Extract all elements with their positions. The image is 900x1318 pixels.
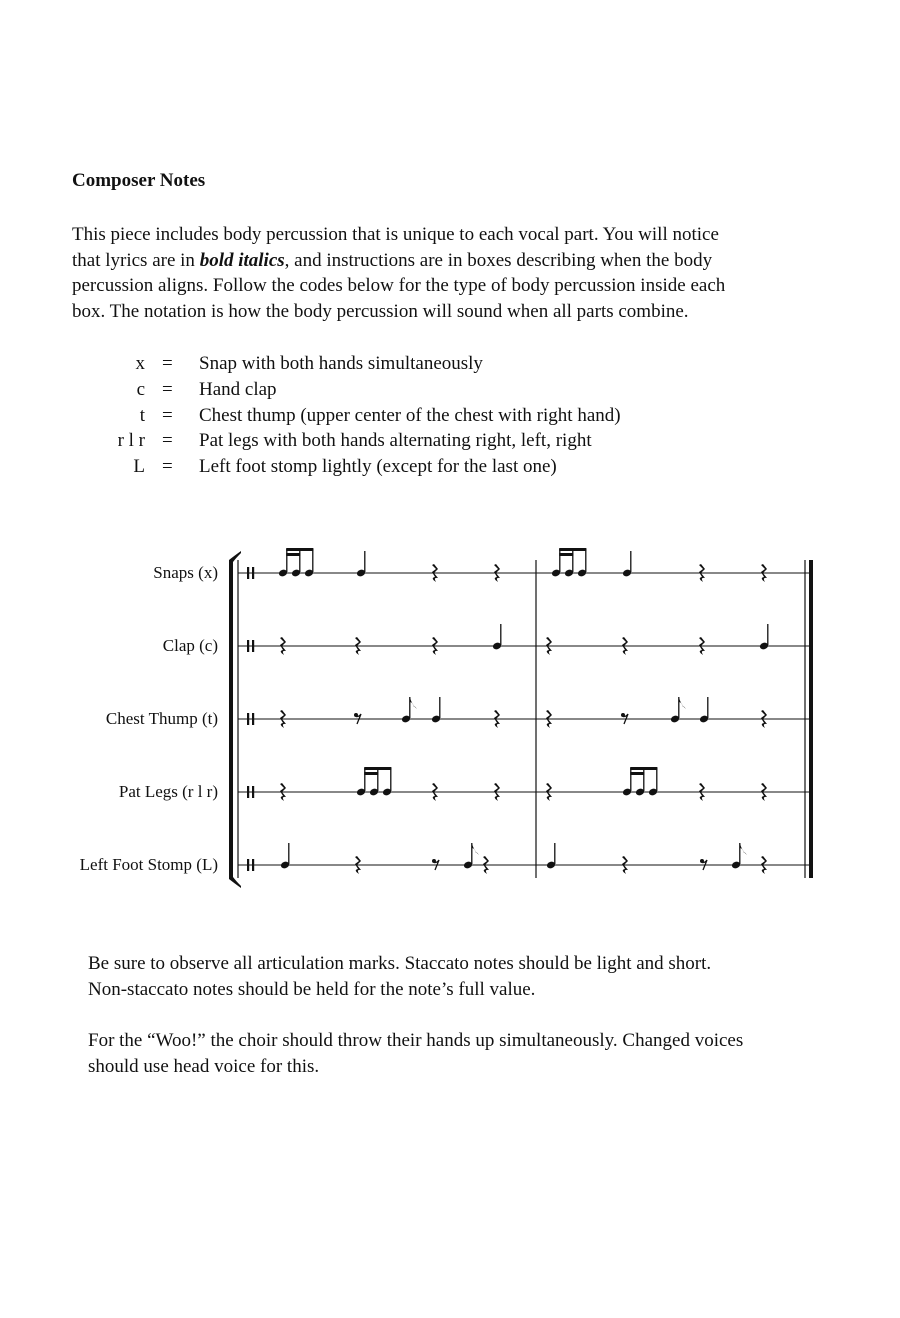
intro-paragraph xyxy=(72,222,832,325)
staff-label-clap: Clap (c) xyxy=(162,636,218,655)
legend-equals: = xyxy=(162,404,173,426)
note-line: Non-staccato notes should be held for the note’s full value. xyxy=(88,978,536,1000)
legend-equals: = xyxy=(162,430,173,452)
sixteenth-group xyxy=(278,548,314,577)
intro-line: percussion aligns. Follow the codes below for the type of body percussion inside each xyxy=(72,275,726,297)
intro-line: This piece includes body percussion that is unique to each vocal part. You will notice xyxy=(72,224,719,245)
percussion-score xyxy=(0,540,900,900)
intro-text: that lyrics are in xyxy=(72,249,200,271)
note-line: For the “Woo!” the choir should throw their hands up simultaneously. Changed voices xyxy=(88,1030,744,1051)
legend-equals: = xyxy=(162,456,173,478)
staff-label-pat-legs: Pat Legs (r l r) xyxy=(118,782,218,801)
quarter-note xyxy=(622,551,632,577)
staff-label-snaps: Snaps (x) xyxy=(153,563,218,582)
legend-code: L xyxy=(133,456,145,478)
bold-italics-emphasis: bold italics xyxy=(199,249,285,271)
articulation-note xyxy=(88,951,848,1002)
legend-description: Pat legs with both hands alternating right, left, right xyxy=(199,430,592,452)
staff-label-chest-thump: Chest Thump (t) xyxy=(105,709,218,728)
note-line: should use head voice for this. xyxy=(88,1055,320,1077)
legend-code: c xyxy=(136,378,145,400)
legend-description: Hand clap xyxy=(199,378,277,400)
legend-description: Snap with both hands simultaneously xyxy=(199,353,483,374)
sixteenth-group xyxy=(551,548,587,577)
page-heading: Composer Notes xyxy=(72,170,206,191)
woo-note xyxy=(88,1028,848,1079)
legend-description: Left foot stomp lightly (except for the last one) xyxy=(199,456,557,478)
legend-code: t xyxy=(139,404,145,426)
sixteenth-group xyxy=(622,767,658,796)
quarter-note xyxy=(431,697,441,723)
legend-equals: = xyxy=(162,378,173,400)
intro-text: , and instructions are in boxes describing when the body xyxy=(284,249,713,271)
quarter-note xyxy=(280,843,290,869)
quarter-note xyxy=(492,624,502,650)
quarter-note xyxy=(699,697,709,723)
intro-line xyxy=(72,248,832,274)
quarter-note xyxy=(759,624,769,650)
quarter-note xyxy=(546,843,556,869)
sixteenth-group xyxy=(356,767,392,796)
legend-equals: = xyxy=(162,353,173,374)
legend-code: x xyxy=(135,353,145,374)
staff-label-left-foot-stomp: Left Foot Stomp (L) xyxy=(79,855,218,874)
note-line: Be sure to observe all articulation marks. Staccato notes should be light and short. xyxy=(88,953,712,974)
legend-code: r l r xyxy=(117,430,145,452)
intro-line: box. The notation is how the body percussion will sound when all parts combine. xyxy=(72,301,689,323)
legend-description: Chest thump (upper center of the chest with right hand) xyxy=(199,404,621,426)
quarter-note xyxy=(356,551,366,577)
score-notation xyxy=(0,540,900,900)
